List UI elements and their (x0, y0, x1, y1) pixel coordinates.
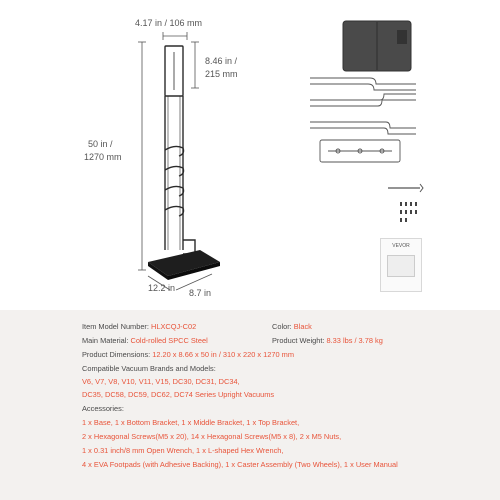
compat-line-2 (82, 390, 274, 400)
box-brand: VEVOR (392, 243, 410, 249)
specifications-panel (0, 310, 500, 500)
screw-illustration (398, 200, 428, 230)
base-depth-label: 12.2 in (148, 283, 176, 293)
base-width-label: 8.7 in (189, 288, 212, 298)
wrench-illustration (384, 182, 424, 194)
width-top-label: 4.17 in / 106 mm (135, 18, 203, 28)
model-value: HLXCQJ-C02 (151, 322, 197, 331)
accessories-label-row (82, 404, 124, 414)
weight-label: Product Weight: (272, 336, 325, 345)
box-illustration (387, 255, 415, 277)
color-label: Color: (272, 322, 292, 331)
compat-label: Compatible Vacuum Brands and Models: (82, 364, 216, 373)
compat-models-1: V6, V7, V8, V10, V11, V15, DC30, DC31, DC34, (82, 377, 240, 386)
dimensions-row (82, 350, 294, 360)
dimensions-label: Product Dimensions: (82, 350, 151, 359)
accessories-line-3 (82, 446, 283, 456)
compat-models-2: DC35, DC58, DC59, DC62, DC74 Series Upright Vacuums (82, 390, 275, 399)
base-plate-illustration (342, 20, 412, 72)
manual-box-illustration (380, 238, 422, 292)
accessories-text-4: 4 x EVA Footpads (with Adhesive Backing), 1 x Caster Assembly (Two Wheels), 1 x User Manual (82, 460, 398, 469)
color-row (272, 322, 312, 332)
material-label: Main Material: (82, 336, 129, 345)
color-value: Black (293, 322, 312, 331)
accessories-text-1: 1 x Base, 1 x Bottom Bracket, 1 x Middle Bracket, 1 x Top Bracket, (82, 418, 300, 427)
bracket-illustration (308, 74, 418, 194)
dimensions-value: 12.20 x 8.66 x 50 in / 310 x 220 x 1270 mm (152, 350, 294, 359)
model-label: Item Model Number: (82, 322, 149, 331)
accessories-line-4 (82, 460, 398, 470)
accessories-line-2 (82, 432, 341, 442)
bracket-height-label-2: 215 mm (205, 69, 238, 79)
weight-row (272, 336, 383, 346)
model-row (82, 322, 196, 332)
compat-label-row (82, 364, 216, 374)
height-label-2: 1270 mm (84, 152, 122, 162)
accessories-line-1 (82, 418, 299, 428)
material-value: Cold-rolled SPCC Steel (130, 336, 208, 345)
bracket-height-label-1: 8.46 in / (205, 56, 238, 66)
weight-value: 8.33 lbs / 3.78 kg (326, 336, 383, 345)
compat-line-1 (82, 377, 240, 387)
material-row (82, 336, 208, 346)
accessories-text-3: 1 x 0.31 inch/8 mm Open Wrench, 1 x L-shaped Hex Wrench, (82, 446, 284, 455)
accessories-label: Accessories: (82, 404, 124, 413)
accessories-text-2: 2 x Hexagonal Screws(M5 x 20), 14 x Hexagonal Screws(M5 x 8), 2 x M5 Nuts, (82, 432, 342, 441)
height-label-1: 50 in / (88, 139, 113, 149)
